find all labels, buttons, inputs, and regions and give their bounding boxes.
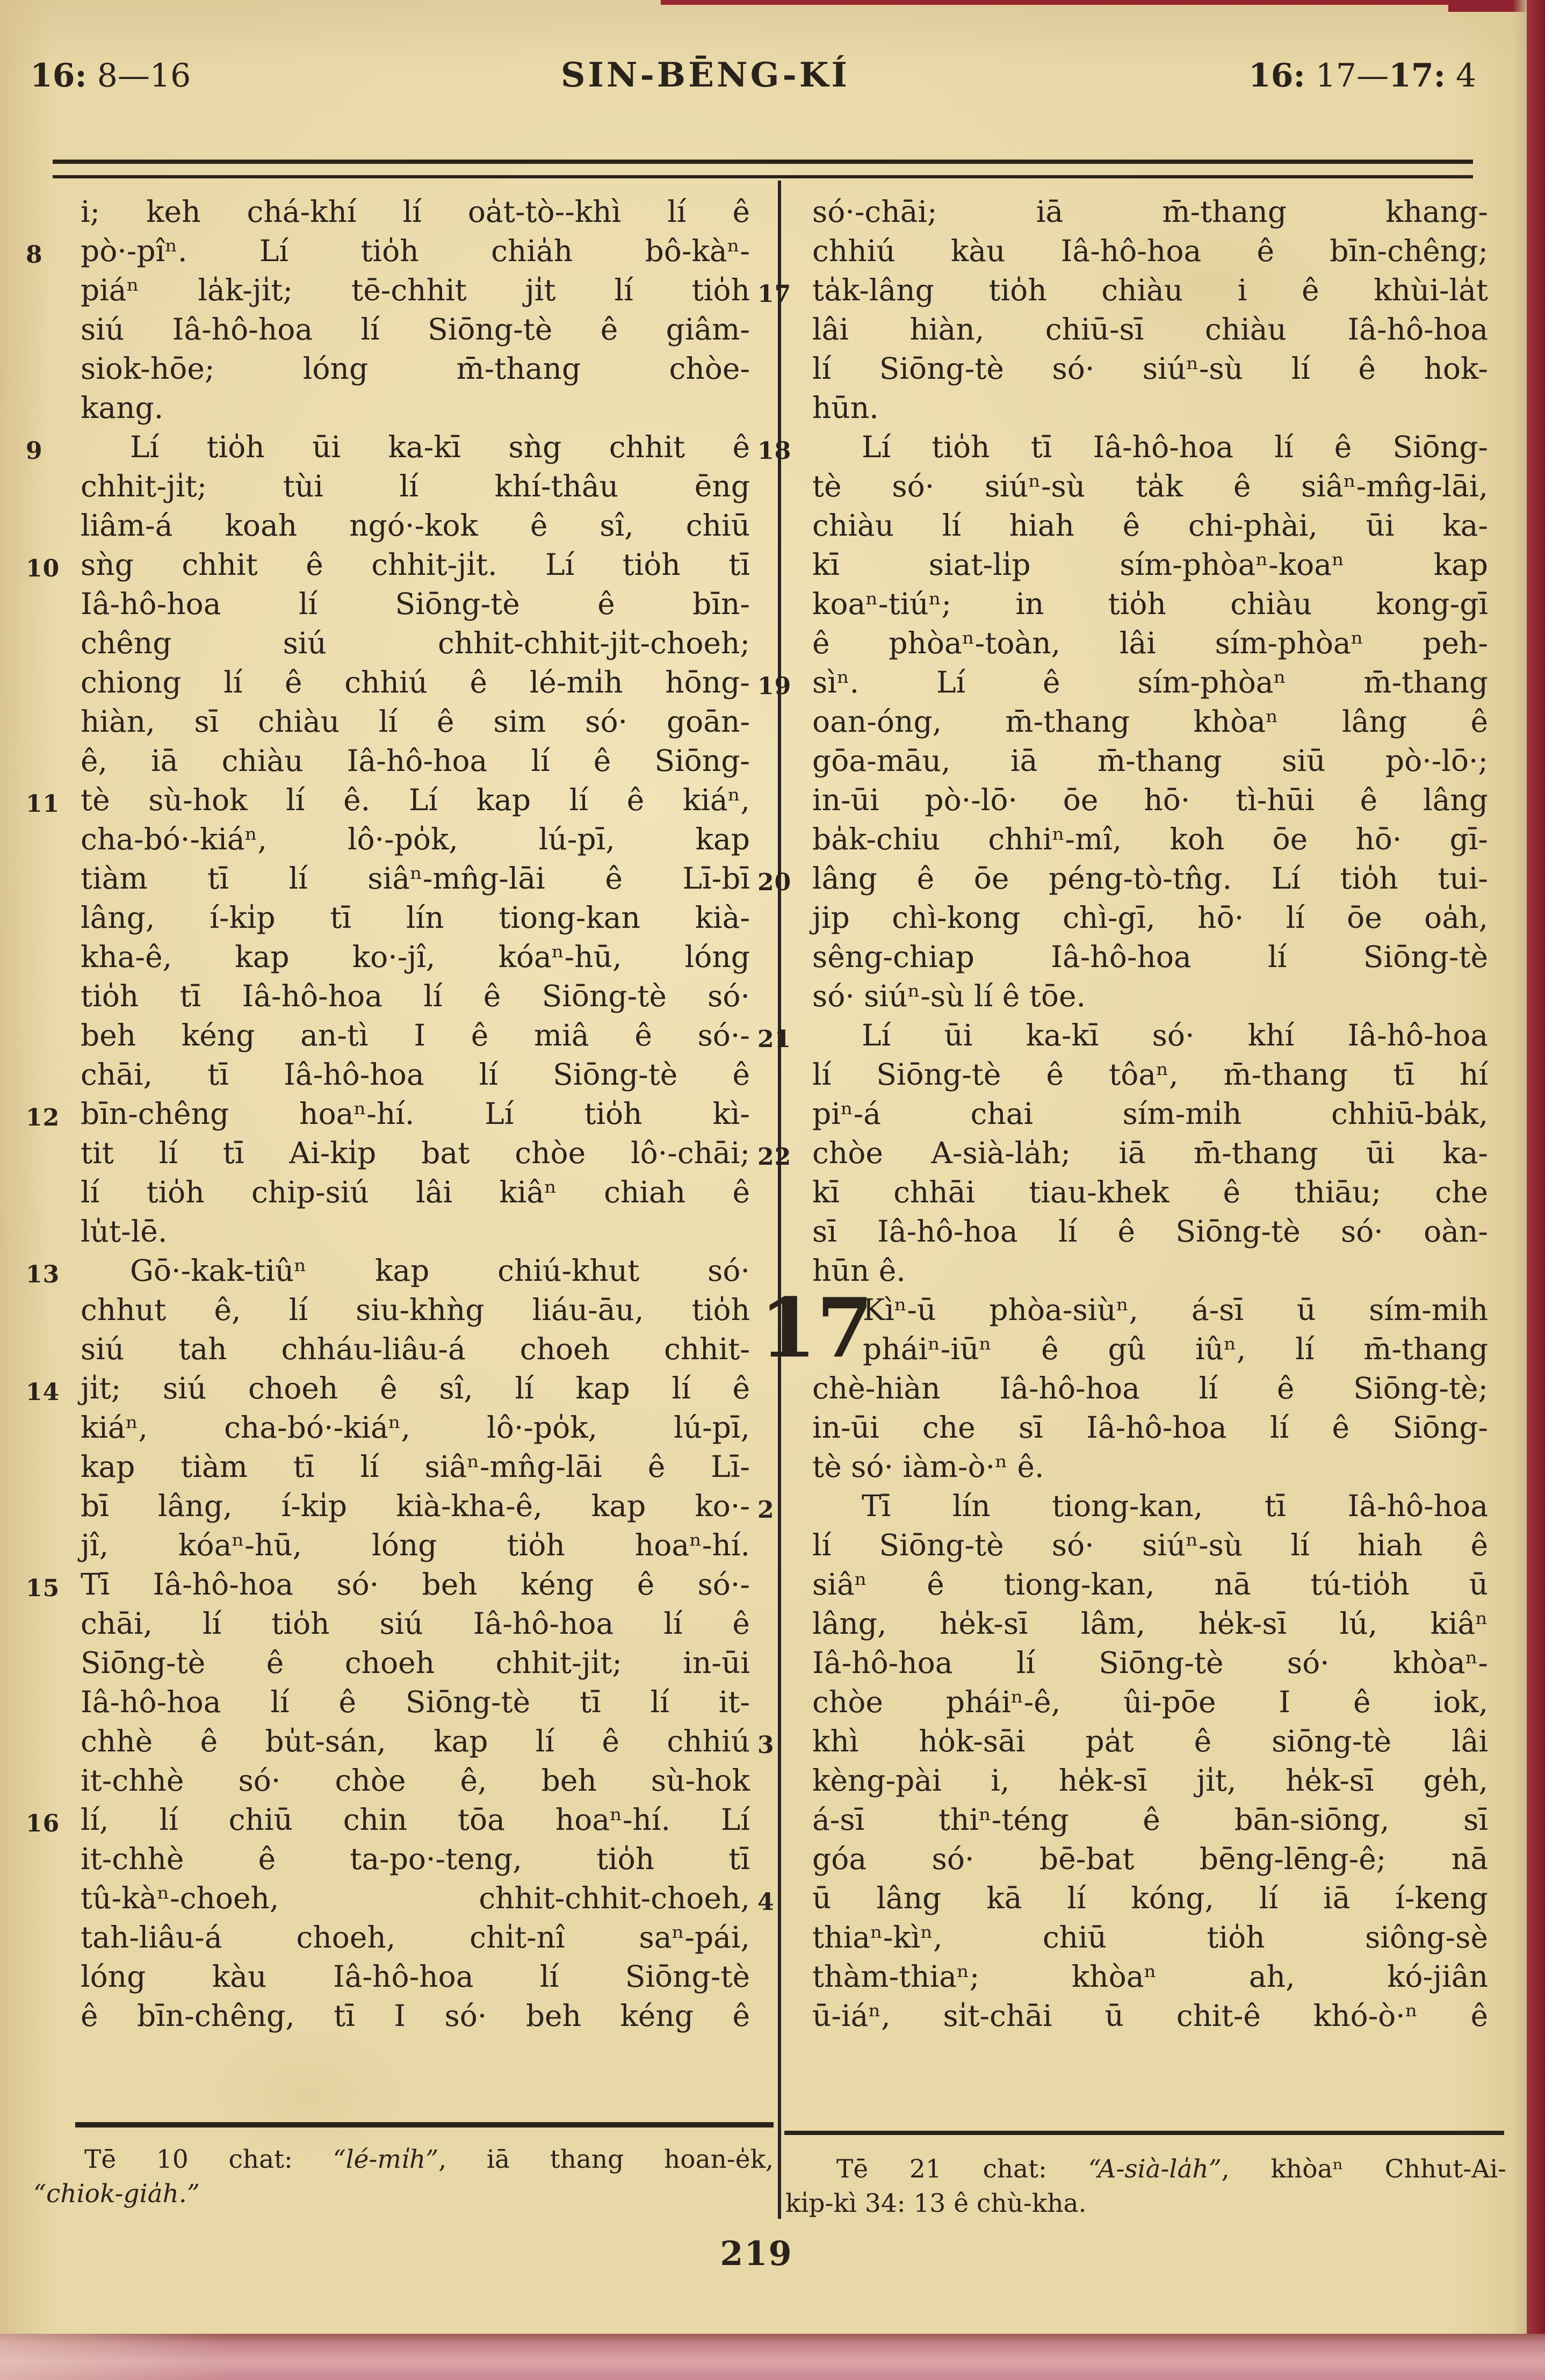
book-edge-bottom-highlight — [0, 2334, 226, 2380]
verse-line — [812, 1369, 1488, 1408]
verse-text: Tī lín tiong-kan, tī Iâ-hô-hoa — [862, 1489, 1488, 1523]
verse-text: Iâ-hô-hoa lí Siōng-tè ê bīn- — [81, 587, 750, 621]
verse-line — [812, 624, 1488, 663]
verse-line — [812, 702, 1488, 741]
verse-number: 13 — [26, 1261, 60, 1288]
verse-text: ê bīn-chêng, tī I só· beh kéng ê — [81, 1999, 750, 2033]
verse-line — [81, 388, 750, 428]
verse-line — [812, 1957, 1488, 1996]
verse-line — [81, 820, 750, 859]
verse-line — [26, 1565, 750, 1604]
verse-line — [812, 1918, 1488, 1957]
verse-number: 2 — [757, 1496, 775, 1524]
verse-number: 17 — [757, 280, 792, 308]
verse-line — [81, 1447, 750, 1487]
verse-line — [81, 624, 750, 663]
verse-line — [26, 1369, 750, 1408]
verse-text: Lí tio̍h tī Iâ-hô-hoa lí ê Siōng- — [862, 430, 1488, 464]
verse-line — [812, 1173, 1488, 1212]
verse-line — [812, 388, 1488, 428]
verse-number: 8 — [26, 241, 43, 269]
footnote-line: “chiok-gia̍h.” — [33, 2179, 200, 2209]
verse-text: Kìⁿ-ū phòa-siùⁿ, á-sī ū sím-mi̍h — [863, 1293, 1488, 1327]
verse-text: lí Siōng-tè só· siúⁿ-sù lí ê hok- — [812, 351, 1488, 386]
footnote-line: ki̍p-kì 34: 13 ê chù-kha. — [785, 2189, 1087, 2218]
verse-text: chòe A-sià-la̍h; iā m̄-thang ūi ka- — [812, 1136, 1488, 1170]
verse-line — [81, 1290, 750, 1330]
verse-line — [81, 1134, 750, 1173]
verse-line — [81, 741, 750, 781]
verse-line — [26, 1251, 750, 1290]
verse-text: só·-chāi; iā m̄-thang khang- — [812, 194, 1488, 229]
footnote-line — [33, 2143, 774, 2177]
verse-text: lâi hiàn, chiū-sī chiàu Iâ-hô-hoa — [812, 312, 1488, 347]
verse-text: hūn. — [812, 391, 879, 425]
verse-line — [81, 585, 750, 624]
verse-text: kang. — [81, 391, 164, 425]
footnote-left — [33, 2143, 774, 2211]
book-title: SIN-BĒNG-KÍ — [561, 55, 850, 95]
verse-text: sǹg chhit ê chhit-ji̍t. Lí tio̍h tī — [81, 547, 750, 582]
verse-line — [26, 781, 750, 820]
verse-text: cha-bó·-kiáⁿ, lô·-po̍k, lú-pī, kap — [81, 822, 750, 856]
footnote-line — [785, 2152, 1506, 2187]
verse-number: 18 — [757, 437, 792, 465]
verse-text: koaⁿ-tiúⁿ; in tio̍h chiàu kong-gī — [812, 587, 1488, 621]
verse-text: chiàu lí hiah ê chi-phài, ūi ka- — [812, 508, 1488, 543]
page-edge-shadow — [1513, 0, 1528, 2336]
verse-text: chhut ê, lí siu-khǹg liáu-āu, tio̍h — [81, 1293, 750, 1327]
verse-line — [81, 1996, 750, 2036]
verse-line — [812, 1683, 1488, 1722]
running-head-right-reference — [1248, 57, 1476, 95]
verse-line — [757, 859, 1488, 898]
verse-line — [757, 1722, 1488, 1761]
verse-text: siok-hōe; lóng m̄-thang chòe- — [81, 351, 750, 386]
verse-text: hūn ê. — [812, 1253, 906, 1288]
verse-line — [81, 349, 750, 388]
verse-text: ū lâng kā lí kóng, lí iā í-keng — [812, 1881, 1488, 1915]
verse-text: gōa-māu, iā m̄-thang siū pò·-lō·; — [812, 744, 1488, 778]
verse-line — [81, 1212, 750, 1251]
verse-line — [812, 1643, 1488, 1683]
verse-number: 15 — [26, 1575, 60, 1602]
verse-line — [26, 232, 750, 271]
verse-text: tio̍h tī Iâ-hô-hoa lí ê Siōng-tè só· — [81, 979, 750, 1013]
verse-line — [81, 192, 750, 232]
verse-text: ba̍k-chiu chhiⁿ-mî, koh ōe hō· gī- — [812, 822, 1488, 856]
verse-text: jî, kóaⁿ-hū, lóng tio̍h hoaⁿ-hí. — [81, 1528, 750, 1562]
verse-text: pháiⁿ-iūⁿ ê gû iûⁿ, lí m̄-thang — [863, 1332, 1488, 1366]
verse-number: 19 — [757, 673, 792, 700]
verse-text: Lí tio̍h ūi ka-kī sǹg chhit ê — [130, 430, 750, 464]
verse-text: chiong lí ê chhiú ê lé-mi̍h hōng- — [81, 665, 750, 699]
verse-line — [81, 1722, 750, 1761]
verse-line — [812, 820, 1488, 859]
page-number: 219 — [720, 2234, 793, 2273]
verse-text: in-ūi pò·-lō· ōe hō· tì-hūi ê lâng — [812, 783, 1488, 817]
verse-number: 9 — [26, 437, 43, 465]
verse-line — [757, 1487, 1488, 1526]
verse-text: Siōng-tè ê choeh chhit-ji̍t; in-ūi — [81, 1646, 750, 1680]
verse-text: ji̍t; siú choeh ê sî, lí kap lí ê — [81, 1371, 750, 1405]
verse-text: pò·-pîⁿ. Lí tio̍h chia̍h bô-kàⁿ- — [81, 234, 750, 268]
verse-text: siú tah chháu-liâu-á choeh chhit- — [81, 1332, 750, 1366]
verse-reference: 8—16 — [86, 57, 191, 95]
verse-line — [812, 1800, 1488, 1840]
verse-line — [812, 1761, 1488, 1800]
verse-text: tè só· siúⁿ-sù ta̍k ê siâⁿ-mn̂g-lāi, — [812, 469, 1488, 503]
verse-line — [812, 506, 1488, 545]
verse-text: lí tio̍h chip-siú lâi kiâⁿ chiah ê — [81, 1175, 750, 1209]
verse-text: tah-liâu-á choeh, chi̍t-nî saⁿ-pái, — [81, 1920, 750, 1955]
verse-line — [812, 1526, 1488, 1565]
verse-text: oan-óng, m̄-thang khòaⁿ lâng ê — [812, 704, 1488, 739]
verse-line — [812, 898, 1488, 937]
verse-line — [26, 428, 750, 467]
verse-line — [81, 271, 750, 310]
footnote-text: , khòaⁿ Chhut-Ai- — [1221, 2154, 1506, 2184]
verse-line — [81, 467, 750, 506]
verse-text: tû-kàⁿ-choeh, chhit-chhit-choeh, — [81, 1881, 750, 1915]
verse-text: hiàn, sī chiàu lí ê sim só· goān- — [81, 704, 750, 739]
footnote-text: Tē 10 chat: — [84, 2145, 333, 2174]
verse-line — [812, 1330, 1488, 1369]
footnote-rule-left — [75, 2122, 774, 2127]
verse-text: piáⁿ la̍k-ji̍t; tē-chhit ji̍t lí tio̍h — [81, 273, 750, 307]
verse-line — [812, 1251, 1488, 1290]
verse-number: 10 — [26, 555, 60, 582]
verse-line — [812, 937, 1488, 977]
verse-text: Lí ūi ka-kī só· khí Iâ-hô-hoa — [862, 1018, 1488, 1052]
verse-text: liâm-á koah ngó·-kok ê sî, chiū — [81, 508, 750, 543]
verse-text: sìⁿ. Lí ê sím-phòaⁿ m̄-thang — [812, 665, 1488, 699]
verse-line — [81, 1761, 750, 1800]
verse-text: ê phòaⁿ-toàn, lâi sím-phòaⁿ peh- — [812, 626, 1488, 660]
verse-text: chhè ê bu̍t-sán, kap lí ê chhiú — [81, 1724, 750, 1758]
verse-line — [81, 506, 750, 545]
verse-text: it-chhè só· chòe ê, beh sù-hok — [81, 1763, 750, 1798]
verse-text: ū-iáⁿ, si̍t-chāi ū chit-ê khó-ò·ⁿ ê — [812, 1999, 1488, 2033]
verse-line — [81, 1055, 750, 1094]
verse-number: 11 — [26, 790, 60, 818]
verse-line — [812, 1094, 1488, 1134]
verse-text: siâⁿ ê tiong-kan, nā tú-tio̍h ū — [812, 1567, 1488, 1602]
verse-text: in-ūi che sī Iâ-hô-hoa lí ê Siōng- — [812, 1410, 1488, 1445]
footnote-term: “lé-mi̍h” — [333, 2145, 439, 2174]
verse-text: chāi, lí tio̍h siú Iâ-hô-hoa lí ê — [81, 1606, 750, 1641]
verse-line — [81, 1918, 750, 1957]
verse-line — [757, 1016, 1488, 1055]
verse-text: i; keh chá-khí lí oa̍t-tò--khì lí ê — [81, 194, 750, 229]
verse-text: kī chhāi tiau-khek ê thiāu; che — [812, 1175, 1488, 1209]
verse-text: tiàm tī lí siâⁿ-mn̂g-lāi ê Lī-bī — [81, 861, 750, 896]
verse-line — [26, 545, 750, 585]
verse-text: lóng kàu Iâ-hô-hoa lí Siōng-tè — [81, 1959, 750, 1994]
verse-text: lâng, he̍k-sī lâm, he̍k-sī lú, kiâⁿ — [812, 1606, 1488, 1641]
chapter-reference: 16: — [30, 57, 87, 95]
verse-text: khì ho̍k-sāi pa̍t ê siōng-tè lâi — [812, 1724, 1488, 1758]
verse-line — [757, 663, 1488, 702]
verse-text: bīn-chêng hoaⁿ-hí. Lí tio̍h kì- — [81, 1097, 750, 1131]
verse-number: 22 — [757, 1143, 792, 1171]
verse-line — [81, 1330, 750, 1369]
verse-number: 3 — [757, 1732, 775, 1759]
verse-text: lí Siōng-tè ê tôaⁿ, m̄-thang tī hí — [812, 1057, 1488, 1092]
verse-line — [81, 1683, 750, 1722]
column-divider-rule — [778, 181, 781, 2219]
verse-line — [26, 1800, 750, 1840]
chapter-reference: 16: — [1248, 57, 1305, 95]
verse-line — [812, 1604, 1488, 1643]
footnote-term: “A-sià-la̍h” — [1088, 2154, 1222, 2184]
verse-text: bī lâng, í-ki̍p kià-kha-ê, kap ko·- — [81, 1489, 750, 1523]
chapter-number: 17 — [760, 1280, 873, 1376]
verse-number: 4 — [757, 1888, 775, 1916]
verse-line — [81, 1016, 750, 1055]
book-edge-right — [1527, 0, 1545, 2336]
verse-number: 20 — [757, 869, 792, 896]
verse-line — [812, 585, 1488, 624]
verse-text: ta̍k-lâng tio̍h chiàu i ê khùi-la̍t — [812, 273, 1488, 307]
verse-text: chè-hiàn Iâ-hô-hoa lí ê Siōng-tè; — [812, 1371, 1488, 1405]
verse-line — [26, 1094, 750, 1134]
verse-text: piⁿ-á chai sím-mi̍h chhiū-ba̍k, — [812, 1097, 1488, 1131]
verse-text: tè só· iàm-ò·ⁿ ê. — [812, 1449, 1044, 1484]
verse-reference: 17— — [1305, 57, 1389, 95]
verse-line — [81, 1408, 750, 1447]
verse-line — [81, 1957, 750, 1996]
verse-line — [812, 781, 1488, 820]
verse-line — [812, 1840, 1488, 1879]
verse-text: lí Siōng-tè só· siúⁿ-sù lí hiah ê — [812, 1528, 1488, 1562]
right-column-lines — [757, 192, 1488, 2036]
chapter-reference: 17: — [1389, 57, 1446, 95]
verse-text: á-sī thiⁿ-téng ê bān-siōng, sī — [812, 1802, 1488, 1837]
verse-text: chāi, tī Iâ-hô-hoa lí Siōng-tè ê — [81, 1057, 750, 1092]
verse-text: tit lí tī Ai-ki̍p bat chòe lô·-chāi; — [81, 1136, 750, 1170]
verse-text: jip chì-kong chì-gī, hō· lí ōe oa̍h, — [812, 900, 1488, 935]
verse-text: Gō·-kak-tiûⁿ kap chiú-khut só· — [130, 1253, 750, 1288]
verse-text: chòe pháiⁿ-ê, ûi-pōe I ê iok, — [812, 1685, 1488, 1719]
verse-line — [812, 1408, 1488, 1447]
verse-line — [812, 977, 1488, 1016]
verse-text: it-chhè ê ta-po·-teng, tio̍h tī — [81, 1842, 750, 1876]
verse-line — [81, 663, 750, 702]
verse-text: kī siat-li̍p sím-phòaⁿ-koaⁿ kap — [812, 547, 1488, 582]
verse-text: lâng ê ōe péng-tò-tn̂g. Lí tio̍h tui- — [812, 861, 1488, 896]
verse-line — [812, 232, 1488, 271]
verse-text: kap tiàm tī lí siâⁿ-mn̂g-lāi ê Lī- — [81, 1449, 750, 1484]
left-column-lines — [26, 192, 750, 2036]
book-edge-top — [661, 0, 1545, 5]
verse-line — [81, 1643, 750, 1683]
verse-number: 12 — [26, 1104, 60, 1131]
footnote-right — [785, 2152, 1506, 2221]
verse-line — [81, 1526, 750, 1565]
verse-line — [812, 1447, 1488, 1487]
book-edge-bottom — [0, 2334, 1545, 2380]
verse-line — [81, 937, 750, 977]
verse-number: 21 — [757, 1026, 792, 1053]
verse-text: kha-ê, kap ko·-jî, kóaⁿ-hū, lóng — [81, 940, 750, 974]
verse-line — [812, 192, 1488, 232]
verse-text: sêng-chiap Iâ-hô-hoa lí Siōng-tè — [812, 940, 1488, 974]
verse-text: góa só· bē-bat bēng-lēng-ê; nā — [812, 1842, 1488, 1876]
verse-line — [81, 702, 750, 741]
verse-text: Tī Iâ-hô-hoa só· beh kéng ê só·- — [81, 1567, 750, 1602]
verse-line — [812, 310, 1488, 349]
verse-text: lí, lí chiū chin tōa hoaⁿ-hí. Lí — [81, 1802, 750, 1837]
verse-line — [757, 428, 1488, 467]
verse-line — [812, 1290, 1488, 1330]
footnote-text: Tē 21 chat: — [836, 2154, 1088, 2184]
verse-text: lâng, í-ki̍p tī lín tiong-kan kià- — [81, 900, 750, 935]
verse-line — [81, 898, 750, 937]
verse-text: kèng-pài i, he̍k-sī ji̍t, he̍k-sī ge̍h, — [812, 1763, 1488, 1798]
verse-line — [812, 1212, 1488, 1251]
verse-line — [812, 1565, 1488, 1604]
verse-text: Iâ-hô-hoa lí Siōng-tè só· khòaⁿ- — [812, 1646, 1488, 1680]
verse-line — [81, 859, 750, 898]
verse-line — [757, 271, 1488, 310]
footnote-rule-right — [784, 2131, 1504, 2135]
verse-text: sī Iâ-hô-hoa lí ê Siōng-tè só· oàn- — [812, 1214, 1488, 1249]
verse-line — [81, 1840, 750, 1879]
verse-text: tè sù-hok lí ê. Lí kap lí ê kiáⁿ, — [81, 783, 750, 817]
verse-line — [812, 467, 1488, 506]
verse-text: thàm-thiaⁿ; khòaⁿ ah, kó-jiân — [812, 1959, 1488, 1994]
verse-line — [757, 1134, 1488, 1173]
verse-line — [812, 741, 1488, 781]
verse-text: beh kéng an-tì I ê miâ ê só·- — [81, 1018, 750, 1052]
verse-text: Iâ-hô-hoa lí ê Siōng-tè tī lí it- — [81, 1685, 750, 1719]
verse-line — [81, 1487, 750, 1526]
verse-number: 16 — [26, 1810, 60, 1837]
header-double-rule — [53, 160, 1473, 178]
footnote-text: , iā thang hoan-e̍k, — [438, 2145, 774, 2174]
verse-text: chhit-ji̍t; tùi lí khí-thâu ēng — [81, 469, 750, 503]
verse-text: kiáⁿ, cha-bó·-kiáⁿ, lô·-po̍k, lú-pī, — [81, 1410, 750, 1445]
verse-reference: 4 — [1445, 57, 1476, 95]
verse-text: lu̍t-lē. — [81, 1214, 168, 1249]
verse-text: ê, iā chiàu Iâ-hô-hoa lí ê Siōng- — [81, 744, 750, 778]
verse-text: só· siúⁿ-sù lí ê tōe. — [812, 979, 1086, 1013]
verse-line — [757, 1879, 1488, 1918]
verse-line — [81, 1879, 750, 1918]
verse-text: siú Iâ-hô-hoa lí Siōng-tè ê giâm- — [81, 312, 750, 347]
verse-line — [81, 310, 750, 349]
verse-text: chhiú kàu Iâ-hô-hoa ê bīn-chêng; — [812, 234, 1488, 268]
verse-text: thiaⁿ-kìⁿ, chiū tio̍h siông-sè — [812, 1920, 1488, 1955]
verse-number: 14 — [26, 1379, 60, 1406]
verse-line — [81, 1173, 750, 1212]
verse-text: chêng siú chhit-chhit-ji̍t-choeh; — [81, 626, 750, 660]
verse-line — [812, 1996, 1488, 2036]
verse-line — [81, 977, 750, 1016]
verse-line — [812, 1055, 1488, 1094]
verse-line — [81, 1604, 750, 1643]
verse-line — [812, 545, 1488, 585]
verse-line — [812, 349, 1488, 388]
